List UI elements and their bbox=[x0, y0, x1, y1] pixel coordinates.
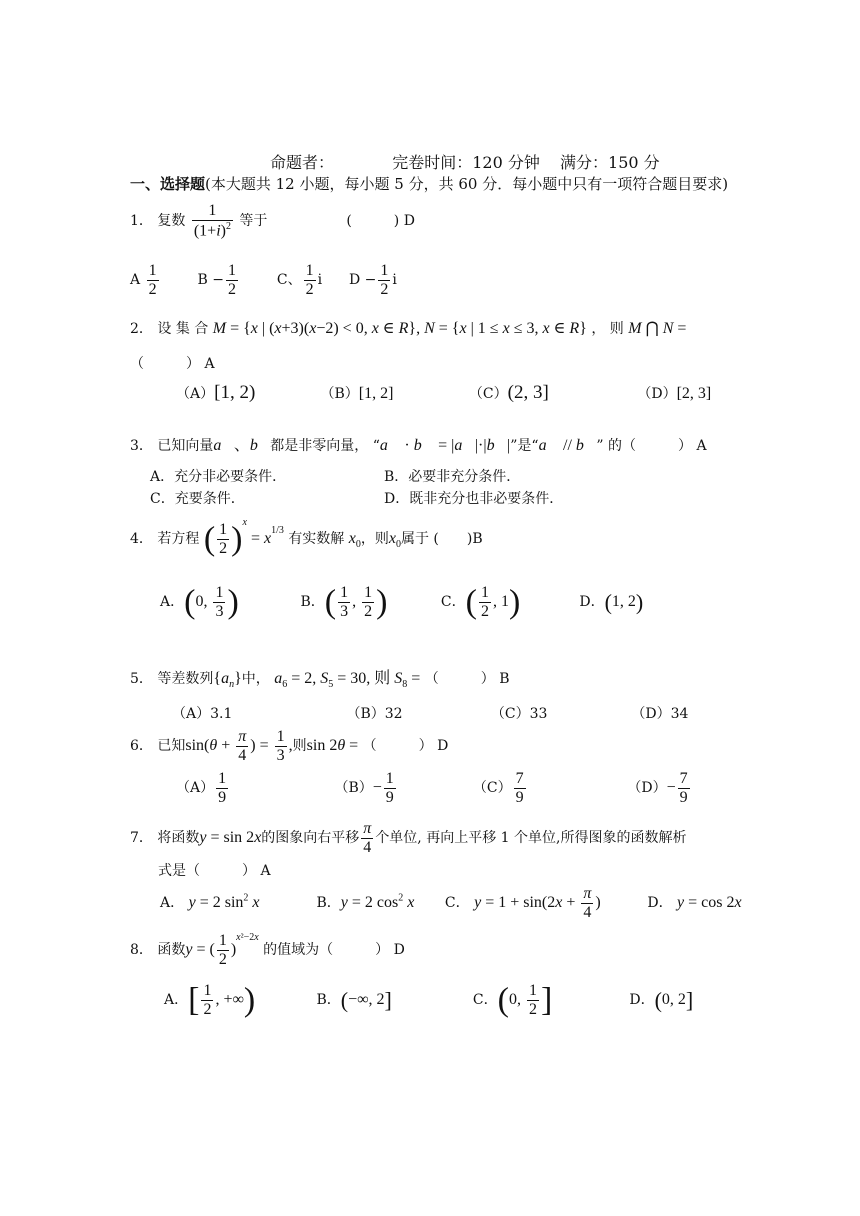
q4-x0-again: $x_0$ bbox=[388, 530, 401, 551]
q6-option-a: （A） $\frac{1}{9}$ bbox=[176, 770, 227, 806]
q7-stem-b: 的图象向右平移 bbox=[261, 830, 360, 847]
q5-option-a: （A）3.1 bbox=[172, 706, 233, 722]
author-label: 命题者： bbox=[270, 153, 335, 172]
q6-number: 6． bbox=[130, 737, 153, 754]
q3-stem-b: 都是非零向量， bbox=[270, 438, 369, 454]
q6-options bbox=[176, 770, 692, 806]
q4-stem-c: ，则 bbox=[360, 531, 389, 547]
q2-blank: （ ） bbox=[130, 356, 200, 372]
q7-stem-a: 将函数 bbox=[157, 830, 200, 847]
q8-option-b: B．(−∞, 2] bbox=[316, 987, 392, 1013]
q3-number: 3． bbox=[130, 438, 153, 454]
q7-stem-d: 式是（ ） bbox=[158, 863, 256, 879]
question-7 bbox=[130, 820, 686, 856]
time-label: 完卷时间：120 分钟 bbox=[392, 153, 540, 172]
q2-number: 2． bbox=[130, 321, 153, 337]
q8-stem-b: 的值域为（ ） bbox=[263, 942, 390, 958]
q1-stem-a: 复数 bbox=[157, 212, 186, 229]
q4-options bbox=[160, 584, 643, 620]
q4-answer: B bbox=[472, 531, 483, 547]
q1-options bbox=[130, 262, 397, 298]
q3-condition: “a⃗ · b⃗ = |a⃗|·|b⃗|” bbox=[372, 437, 518, 454]
q4-x0: $x_0$ bbox=[348, 530, 361, 551]
q3-stem-c: 是 bbox=[517, 438, 532, 454]
q1-blank: ( ) bbox=[346, 212, 400, 229]
q7-option-b: B．y = 2 $\cos^2 x$ bbox=[316, 892, 415, 911]
q3-vectors: a⃗、b⃗ bbox=[213, 437, 271, 454]
question-3 bbox=[130, 432, 707, 455]
q3-option-b: B．必要非充分条件． bbox=[384, 469, 521, 485]
q3-answer: A bbox=[696, 438, 707, 454]
q4-stem-b: 有实数解 bbox=[288, 531, 345, 547]
q4-equation: ( $\frac{1}{2}$ )$^x = x^{1/3}$ bbox=[203, 517, 284, 558]
q7-option-c: C． y = 1 + sin(2x + $\frac{\pi}{4}$ ) bbox=[444, 885, 601, 921]
q8-answer: D bbox=[393, 942, 405, 958]
q4-option-d: D．(1, 2) bbox=[579, 589, 644, 615]
q2-stem: 设 集 合 bbox=[157, 321, 209, 337]
section-title: 一、选择题 bbox=[130, 175, 206, 193]
q3-option-c: C．充要条件． bbox=[150, 491, 245, 507]
q4-stem-a: 若方程 bbox=[157, 531, 200, 547]
q1-option-c: C、 $\frac{1}{2}$ i bbox=[276, 262, 323, 298]
q1-option-a: A $\frac{1}{2}$ bbox=[130, 262, 157, 298]
q6-option-c: （C） $\frac{7}{9}$ bbox=[472, 770, 524, 806]
q1-number: 1． bbox=[130, 212, 153, 229]
q6-stem-b: 则 bbox=[292, 737, 307, 754]
q5-option-c: （C）33 bbox=[490, 706, 548, 722]
section-note: (本大题共 12 小题，每小题 5 分，共 60 分．每小题中只有一项符合题目要求) bbox=[205, 175, 729, 193]
q8-stem-a: 函数 bbox=[157, 942, 186, 958]
question-6 bbox=[130, 728, 448, 764]
q1-option-b: B − $\frac{1}{2}$ bbox=[197, 262, 236, 298]
q6-condition: sin(θ + $\frac{\pi}{4}$ ) = $\frac{1}{3}$ , bbox=[185, 728, 293, 764]
q3-option-d: D．既非充分也非必要条件． bbox=[384, 491, 564, 507]
q1-option-d: D − $\frac{1}{2}$ i bbox=[348, 262, 397, 298]
q3-parallel: “a⃗ // b⃗” bbox=[531, 437, 604, 454]
q2-option-b: （B）[1, 2] bbox=[320, 385, 394, 402]
q7-option-d: D． y = cos 2x bbox=[647, 893, 742, 911]
question-2 bbox=[130, 318, 686, 338]
exam-header bbox=[270, 150, 660, 173]
q3-stem-d: 的（ ） bbox=[608, 438, 692, 454]
q4-number: 4． bbox=[130, 531, 153, 547]
q8-option-c: C．(0, $\frac{1}{2}$ ] bbox=[472, 981, 553, 1019]
q6-option-b: （B）− $\frac{1}{9}$ bbox=[334, 770, 394, 806]
q7-shift: $\frac{\pi}{4}$ bbox=[363, 820, 372, 856]
q8-function: y = ( $\frac{1}{2}$ )$^{x^2-2x}$ bbox=[185, 932, 259, 968]
q8-option-d: D．(0, 2] bbox=[629, 987, 694, 1013]
q3-option-a: A．充分非必要条件． bbox=[150, 469, 287, 485]
q6-answer: D bbox=[437, 737, 449, 754]
q7-line-2 bbox=[158, 860, 271, 880]
q6-target: sin 2θ = bbox=[306, 736, 359, 754]
q4-option-c: C．( $\frac{1}{2}$ , 1) bbox=[440, 583, 521, 621]
q5-option-b: （B）32 bbox=[346, 706, 403, 722]
q5-condition: $a_6 = 2$, $S_5 = 30$, 则 $S_8$ = bbox=[274, 670, 421, 691]
q2-option-c: （C）(2, 3] bbox=[468, 382, 549, 403]
q7-option-a: A． y = 2 $\sin^2 x$ bbox=[160, 892, 260, 911]
q2-options bbox=[176, 382, 711, 404]
q7-answer: A bbox=[260, 863, 271, 879]
q5-sequence: $\{a_n\}$ bbox=[213, 670, 242, 691]
q5-stem-b: 中， bbox=[241, 671, 270, 687]
q5-stem-a: 等差数列 bbox=[157, 671, 214, 687]
q6-option-d: （D）− $\frac{7}{9}$ bbox=[627, 770, 688, 806]
question-1 bbox=[130, 202, 415, 240]
q8-options bbox=[164, 982, 693, 1018]
q1-answer: D bbox=[403, 212, 415, 229]
q2-blank-line bbox=[130, 353, 215, 373]
q4-option-a: A．(0, $\frac{1}{3}$ ) bbox=[160, 583, 239, 621]
q8-option-a: A．[ $\frac{1}{2}$ , +∞) bbox=[164, 981, 256, 1019]
q6-blank: （ ） bbox=[362, 737, 433, 754]
q5-option-d: （D）34 bbox=[631, 706, 689, 722]
q1-fraction: $\frac{1}{(1+i)^2}$ bbox=[193, 202, 231, 239]
q2-option-a: （A）[1, 2) bbox=[176, 382, 256, 403]
q4-option-b: B．( $\frac{1}{3}$ , $\frac{1}{2}$ ) bbox=[300, 583, 388, 621]
q2-then: ， 则 bbox=[591, 321, 624, 337]
question-5 bbox=[130, 665, 510, 690]
q7-number: 7． bbox=[130, 830, 153, 847]
question-4 bbox=[130, 517, 483, 557]
q7-options bbox=[160, 885, 742, 921]
q5-number: 5． bbox=[130, 671, 153, 687]
q5-blank: （ ） bbox=[424, 671, 495, 687]
q6-stem-a: 已知 bbox=[157, 737, 186, 754]
q4-stem-d: 属于 ( ) bbox=[400, 531, 473, 547]
question-8 bbox=[130, 932, 405, 968]
q2-answer: A bbox=[204, 356, 215, 372]
q8-number: 8． bbox=[130, 942, 153, 958]
q5-answer: B bbox=[499, 671, 510, 687]
section-heading bbox=[130, 173, 728, 194]
q2-option-d: （D）[2, 3] bbox=[637, 385, 712, 402]
q3-stem-a: 已知向量 bbox=[157, 438, 214, 454]
q1-stem-b: 等于 bbox=[239, 212, 268, 229]
q7-function: y = sin 2x bbox=[199, 829, 262, 847]
score-label: 满分：150 分 bbox=[560, 153, 660, 172]
q2-intersection: M ⋂ N = bbox=[628, 320, 687, 337]
q7-stem-c: 个单位, 再向上平移 1 个单位,所得图象的函数解析 bbox=[375, 830, 687, 847]
q2-set-formula: M = {x | (x+3)(x−2) < 0, x ∈ R}, N = {x | 1 ≤ x ≤ 3, x ∈ R} bbox=[212, 320, 587, 337]
q5-options bbox=[172, 703, 688, 723]
